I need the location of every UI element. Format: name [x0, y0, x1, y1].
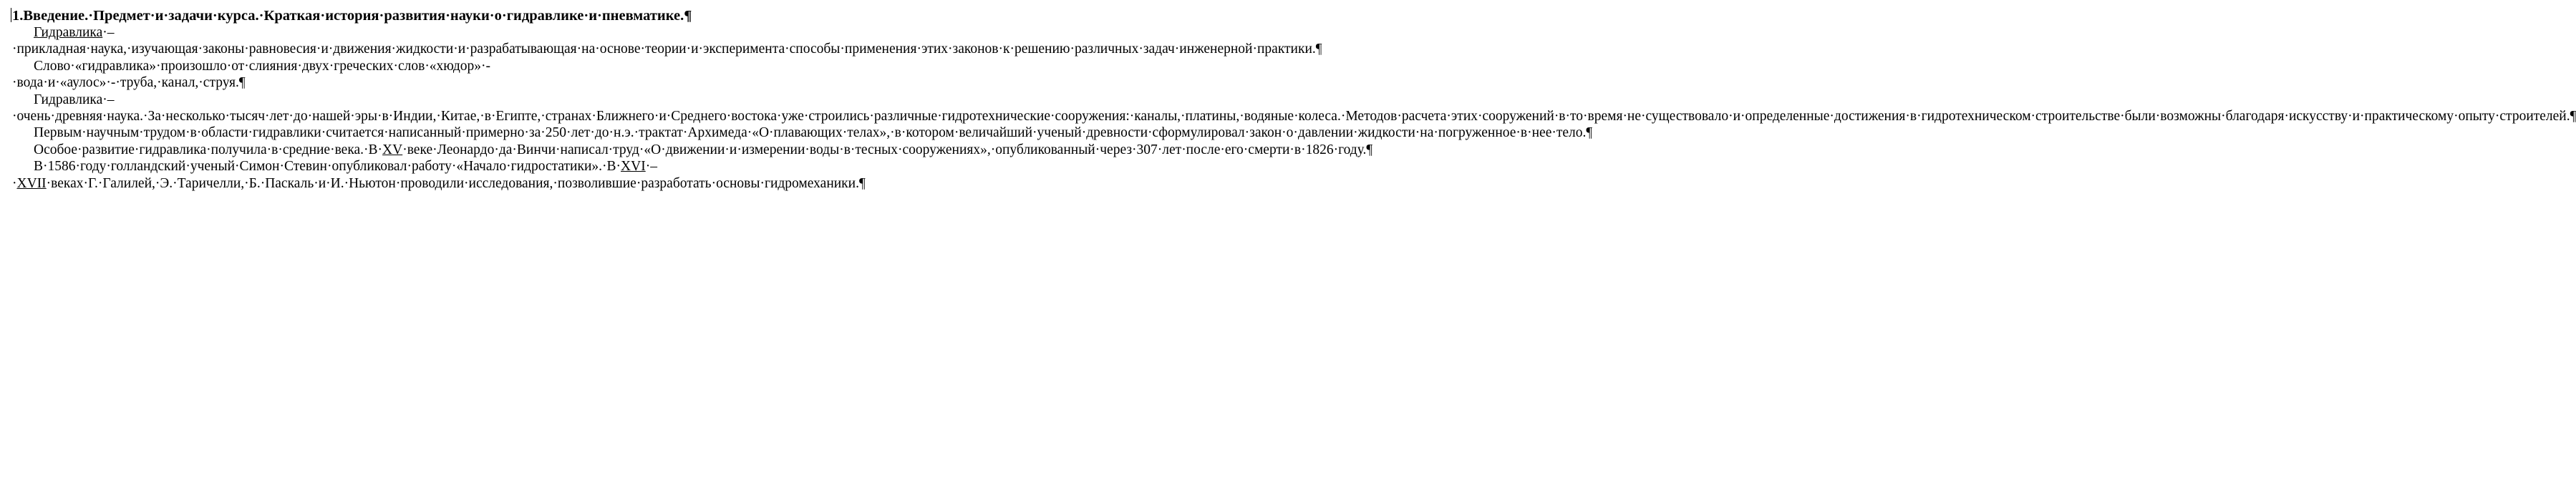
paragraph-stevin [12, 158, 866, 192]
paragraph-ancient-history [12, 92, 2576, 125]
paragraph-text: Первым·научным·трудом·в·области·гидравлики·считается·написанный·примерно·за·250·лет·до·н.э.·трактат·Архимеда·«О·плавающих·телах»,·в·котором·величайший·ученый·древности·сформулировал·закон·о·давлении·жидкости·на·погруженное·в·нее·тело.¶ [34, 125, 1593, 141]
paragraph-text: ·веке·Леонардо·да·Винчи·написал·труд·«О·движении·и·измерении·воды·в·тесных·сооружениях»,·опубликованный·через·307·лет·после·его·смерти·в·1826·году.¶ [402, 142, 1373, 157]
century-xvi: XVI [621, 159, 646, 175]
paragraph-text: Гидравлика·–·очень·древняя·наука.·За·несколько·тысяч·лет·до·нашей·эры·в·Индии,·Китае,·в·Египте,·странах·Ближнего·и·Среднего·востока·уже·строились·различные·гидротехнические·сооружения:·каналы,·платины,·водяные·колеса.·Методов·расчета·этих·сооружений·в·то·время·не·существовало·и·определенные·достижения·в·гидротехническом·строительстве·были·возможны·благодаря·искусству·и·практическому·опыту·строителей.¶ [12, 92, 2576, 125]
paragraph-archimedes [12, 125, 1593, 141]
century-xv: XV [382, 142, 403, 157]
paragraph-definition [12, 24, 1322, 58]
paragraph-text: В·1586·году·голландский·ученый·Симон·Стевин·опубликовал·работу·«Начало·гидростатики».·В· [34, 159, 621, 175]
century-xvii: XVII [16, 175, 47, 191]
paragraph-text: Особое·развитие·гидравлика·получила·в·средние·века.·В· [34, 142, 383, 157]
paragraph-text: Слово·«гидравлика»·произошло·от·слияния·двух·греческих·слов·«хюдор»·-·вода·и·«аулос»·-·труба,·канал,·струя.¶ [12, 58, 491, 91]
paragraph-etymology [12, 58, 491, 92]
term-gidravlika: Гидравлика [34, 25, 103, 40]
section-heading: 1.Введение.·Предмет·и·задачи·курса.·Краткая·история·развития·науки·о·гидравлике·и·пневматике.¶ [12, 8, 692, 24]
paragraph-text: ·–·прикладная·наука,·изучающая·законы·равновесия·и·движения·жидкости·и·разрабатывающая·на·основе·теории·и·эксперимента·способы·применения·этих·законов·к·решению·различных·задач·инженерной·практики.¶ [12, 25, 1322, 57]
dash: ·–· [12, 159, 657, 191]
document-page[interactable] [12, 7, 2576, 192]
paragraph-text: ·веках·Г.·Галилей,·Э.·Таричелли,·Б.·Паскаль·и·И.·Ньютон·проводили·исследования,·позволившие·разработать·основы·гидромеханики.¶ [46, 175, 866, 191]
paragraph-middle-ages [12, 142, 1373, 158]
